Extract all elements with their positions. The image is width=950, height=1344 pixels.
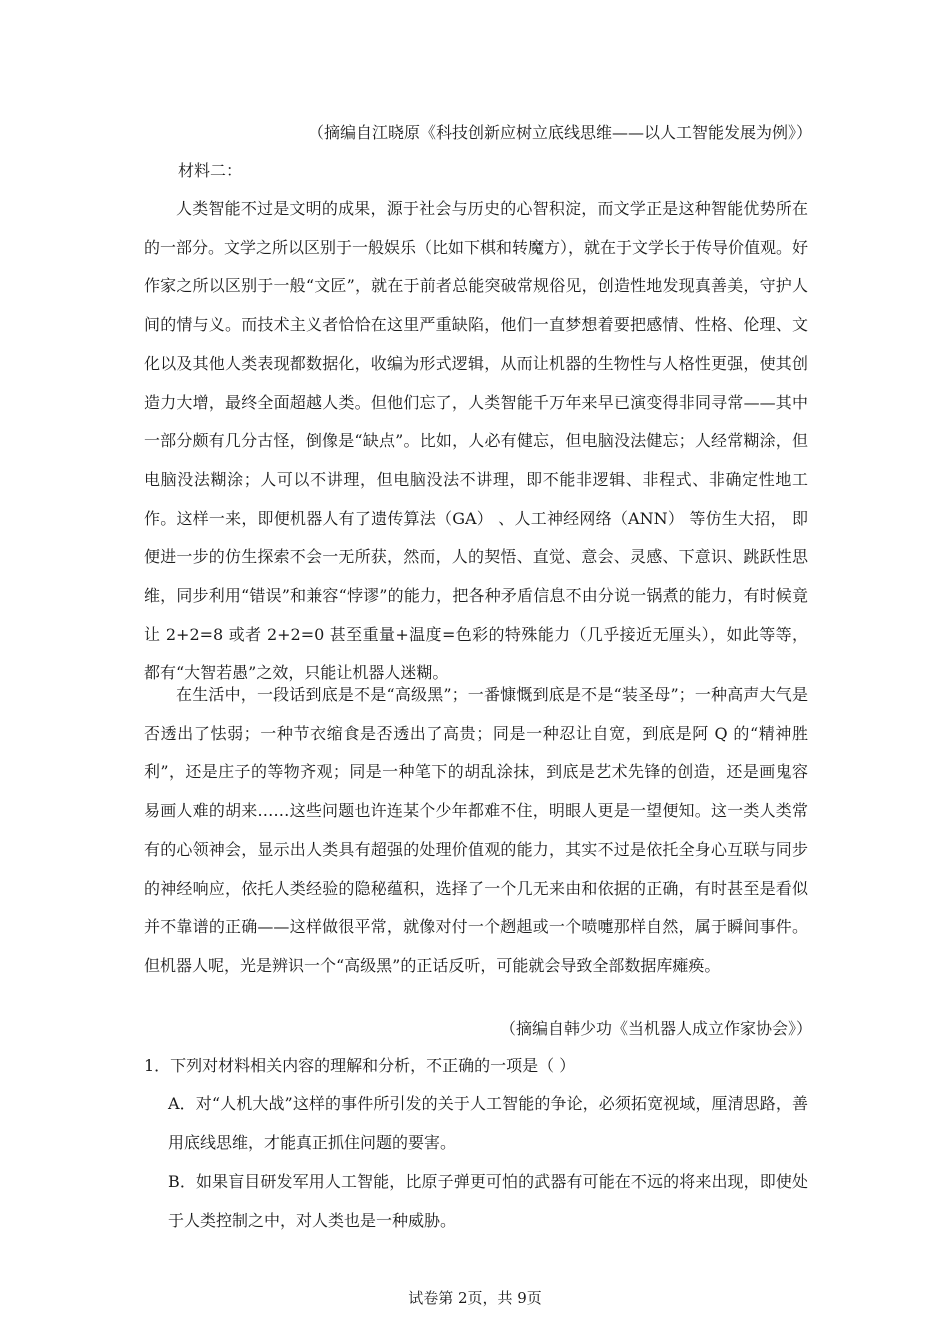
material2-paragraph-1: 人类智能不过是文明的成果，源于社会与历史的心智积淀，而文学正是这种智能优势所在的一部分。文学之所以区别于一般娱乐（比如下棋和转魔方），就在于文学长于传导价值观。好作家之所以区别于一般“文匠”，就在于前者总能突破常规俗见，创造性地发现真善美，守护人间的情与义。而技术主义者恰恰在这里严重缺陷，他们一直梦想着要把感情、性格、伦理、文化以及其他人类表现都数据化，收编为形式逻辑，从而让机器的生物性与人格性更强，使其创造力大增，最终全面超越人类。但他们忘了，人类智能千万年来早已演变得非同寻常——其中一部分颇有几分古怪，倒像是“缺点”。比如，人必有健忘，但电脑没法健忘；人经常糊涂，但电脑没法糊涂；人可以不讲理，但电脑没法不讲理，即不能非逻辑、非程式、非确定性地工作。这样一来，即便机器人有了遗传算法（GA） 、人工神经网络（ANN） 等仿生大招， 即便进一步的仿生探索不会一无所获，然而，人的契悟、直觉、意会、灵感、下意识、跳跃性思维，同步利用“错误”和兼容“悖谬”的能力，把各种矛盾信息不由分说一锅煮的能力，有时候竟让 2+2=8 或者 2+2=0 甚至重量+温度=色彩的特殊能力（几乎接近无厘头），如此等等，都有“大智若愚”之效，只能让机器人迷糊。 — [144, 199, 809, 683]
material2-heading: 材料二： — [178, 161, 243, 180]
page-footer: 试卷第 2页，共 9页 — [408, 1289, 542, 1307]
option-b: B．如果盲目研发军用人工智能，比原子弹更可怕的武器有可能在不远的将来出现，即使处于人类控制之中，对人类也是一种威胁。 — [168, 1172, 808, 1230]
source-citation-top: （摘编自江晓原《科技创新应树立底线思维——以人工智能发展为例》） — [307, 123, 812, 142]
question-stem: 1．下列对材料相关内容的理解和分析，不正确的一项是（ ） — [144, 1056, 576, 1075]
option-a: A．对“人机大战”这样的事件所引发的关于人工智能的争论，必须拓宽视域，厘清思路，善用底线思维，才能真正抓住问题的要害。 — [168, 1094, 808, 1152]
source-citation-bottom: （摘编自韩少功《当机器人成立作家协会》） — [499, 1019, 812, 1038]
material2-paragraph-2: 在生活中，一段话到底是不是“高级黑”；一番慷慨到底是不是“装圣母”；一种高声大气是否透出了怯弱；一种节衣缩食是否透出了高贵；同是一种忍让自宽，到底是阿 Q 的“精神胜利”，还是庄子的等物齐观；同是一种笔下的胡乱涂抹，到底是艺术先锋的创造，还是画鬼容易画人难的胡来……这些问题也许连某个少年都难不住，明眼人更是一望便知。这一类人类常有的心领神会，显示出人类具有超强的处理价值观的能力，其实不过是依托全身心互联与同步的神经响应，依托人类经验的隐秘蕴积，选择了一个几无来由和依据的正确，有时甚至是看似并不靠谱的正确——这样做很平常，就像对付一个趔趄或一个喷嚏那样自然，属于瞬间事件。但机器人呢，光是辨识一个“高级黑”的正话反听，可能就会导致全部数据库瘫痪。 — [144, 685, 808, 975]
